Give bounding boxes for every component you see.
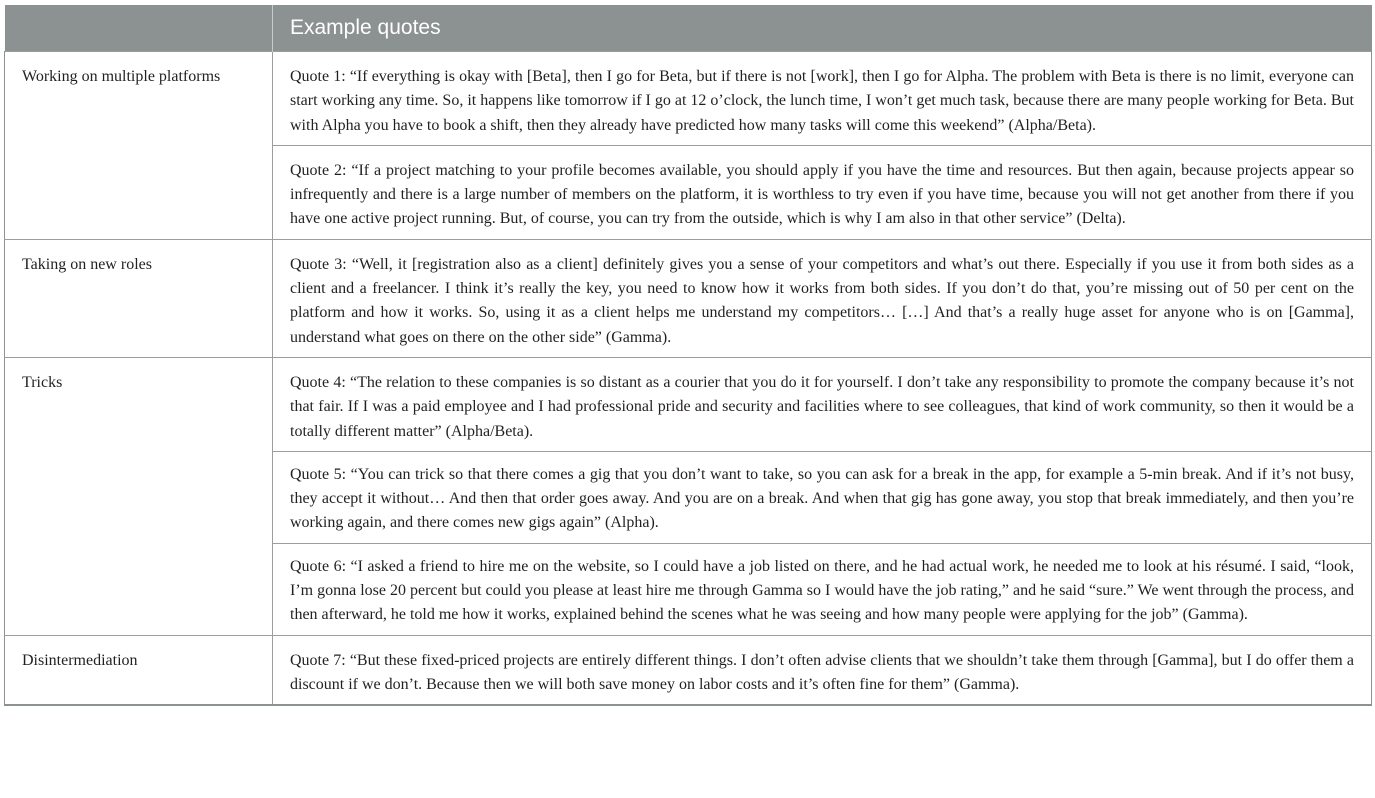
quote-cell: Quote 4: “The relation to these companies is so distant as a courier that you do it for yourself. I don’t take any responsibility to promote the company because it’s not that fair. If I was a paid employee and I had professional pride and security and facilities where to see colleagues, that kind of work community, so then it would be a totally different matter” (Alpha/Beta). [273,357,1372,451]
category-cell: Working on multiple platforms [5,52,273,240]
table-row [5,357,1372,451]
header-category-cell [5,5,273,52]
table-row [5,635,1372,705]
table-row [5,52,1372,146]
header-quotes-cell: Example quotes [273,5,1372,52]
quote-cell: Quote 6: “I asked a friend to hire me on the website, so I could have a job listed on there, and he had actual work, he needed me to look at his résumé. I said, “look, I’m gonna lose 20 percent but could you please at least hire me through Gamma so I would have the job rating,” and he said “sure.” We went through the process, and then afterward, he told me how it works, explained behind the scenes what he was seeing and how many people were applying for the job” (Gamma). [273,543,1372,635]
category-cell: Disintermediation [5,635,273,705]
quote-cell: Quote 3: “Well, it [registration also as a client] definitely gives you a sense of your competitors and what’s out there. Especially if you use it from both sides as a client and a freelancer. I think it’s really the key, you need to know how it works from both sides. If you don’t do that, you’re missing out of 50 per cent on the platform and how it works. So, using it as a client helps me understand my competitors… […] And that’s a really huge asset for anyone who is on [Gamma], understand what goes on there on the other side” (Gamma). [273,239,1372,357]
category-cell: Tricks [5,357,273,635]
quote-cell: Quote 2: “If a project matching to your profile becomes available, you should apply if you have the time and resources. But then again, because projects appear so infrequently and there is a large number of members on the platform, it is worthless to try even if you have time, because you will not get another from there if you have one active project running. But, of course, you can try from the outside, which is why I am also in that other service” (Delta). [273,145,1372,239]
quotes-table [4,5,1372,706]
quote-cell: Quote 1: “If everything is okay with [Beta], then I go for Beta, but if there is not [work], then I go for Alpha. The problem with Beta is there is no limit, everyone can start working any time. So, it happens like tomorrow if I go at 12 o’clock, the lunch time, I won’t get much task, because there are many people working for Beta. But with Alpha you have to book a shift, then they already have predicted how many tasks will come this weekend” (Alpha/Beta). [273,52,1372,146]
table-header-row [5,5,1372,52]
quote-cell: Quote 7: “But these fixed-priced projects are entirely different things. I don’t often advise clients that we shouldn’t take them through [Gamma], but I do offer them a discount if we don’t. Because then we will both save money on labor costs and it’s often fine for them” (Gamma). [273,635,1372,705]
category-cell: Taking on new roles [5,239,273,357]
quote-cell: Quote 5: “You can trick so that there comes a gig that you don’t want to take, so you can ask for a break in the app, for example a 5-min break. And if it’s not busy, they accept it without… And then that order goes away. And you are on a break. And when that gig has gone away, you stop that break immediately, and then you’re working again, and there comes new gigs again” (Alpha). [273,451,1372,543]
table-row [5,239,1372,357]
